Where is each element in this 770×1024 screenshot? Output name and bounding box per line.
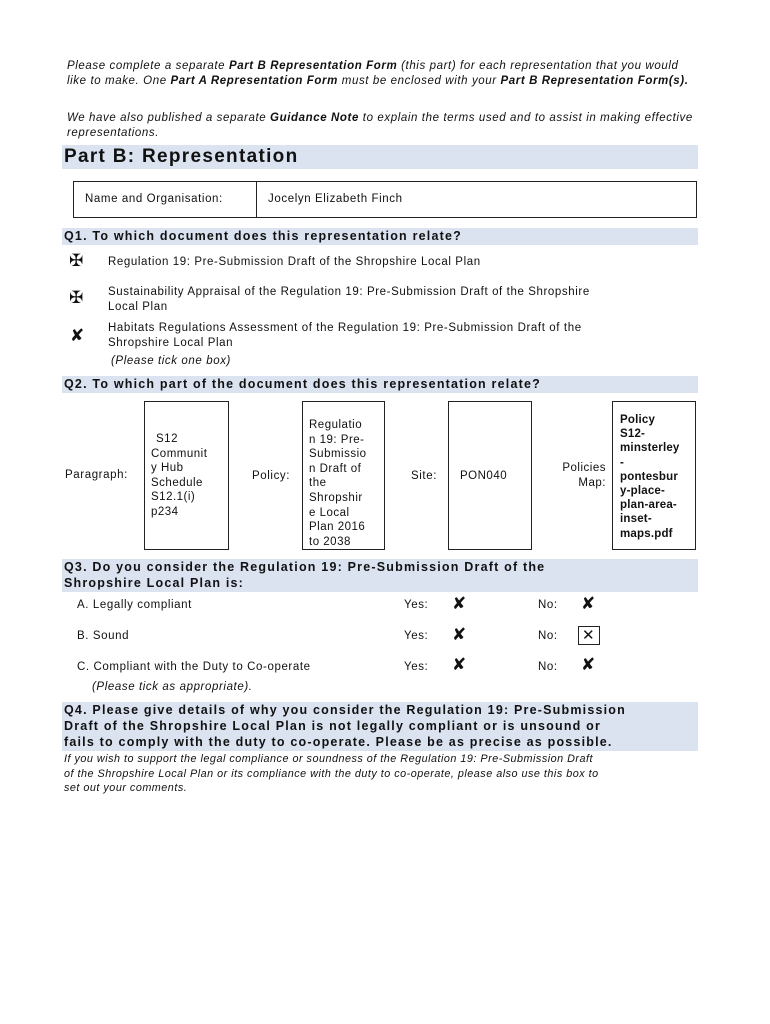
intro-bold: Part B Representation Form(s). (500, 75, 689, 87)
q1-option-1-checkbox[interactable]: ✠ (69, 251, 84, 271)
policy-value-line: n 19: Pre- (309, 433, 365, 446)
q4-note-line: set out your comments. (64, 782, 188, 794)
q3-row-a-yes-checkbox[interactable]: ✘ (452, 594, 467, 614)
q1-option-1-label: Regulation 19: Pre-Submission Draft of the Shropshire Local Plan (108, 256, 481, 268)
q3-row-b-yes-checkbox[interactable]: ✘ (452, 625, 467, 645)
paragraph-value-line: Schedule (151, 476, 203, 489)
q3-row-b-yes-label: Yes: (404, 630, 429, 642)
paragraph-label: Paragraph: (65, 469, 128, 481)
name-value[interactable]: Jocelyn Elizabeth Finch (268, 193, 403, 205)
intro-text: Please complete a separate (67, 60, 229, 72)
name-divider (256, 181, 257, 218)
q4-note-line: If you wish to support the legal compliance or soundness of the Regulation 19: Pre-Submission Draft (64, 753, 594, 765)
policies-map-value-line: y-place- (620, 485, 666, 498)
paragraph-value-line: Communit (151, 447, 208, 460)
q3-row-c-no-checkbox[interactable]: ✘ (581, 655, 596, 675)
q1-option-2-label-line2: Local Plan (108, 301, 168, 313)
policy-label: Policy: (252, 470, 291, 482)
intro-bold: Guidance Note (270, 112, 359, 124)
intro-bold: Part A Representation Form (170, 75, 338, 87)
policies-map-value-line: minsterley (620, 442, 680, 455)
intro-bold: Part B Representation Form (228, 60, 398, 72)
q4-note-line: of the Shropshire Local Plan or its compliance with the duty to co-operate, please also use this box to (64, 767, 599, 780)
q3-heading-line1: Q3. Do you consider the Regulation 19: Pre-Submission Draft of the (64, 560, 546, 574)
q1-option-2-checkbox[interactable]: ✠ (69, 288, 84, 308)
q4-heading-line2: Draft of the Shropshire Local Plan is not legally compliant or is unsound or (64, 719, 602, 733)
q4-heading-line1: Q4. Please give details of why you consider the Regulation 19: Pre-Submission (64, 703, 626, 717)
policies-map-label-line: Policies (562, 462, 606, 474)
intro-text: to explain the terms used and to assist in making effective representations. (67, 112, 693, 139)
q3-heading-line2: Shropshire Local Plan is: (64, 576, 245, 590)
q1-option-3-label-line1: Habitats Regulations Assessment of the Regulation 19: Pre-Submission Draft of the (108, 322, 582, 334)
policies-map-value-line: maps.pdf (620, 527, 673, 540)
q1-option-3-checkbox[interactable]: ✘ (70, 326, 85, 346)
q1-option-2-label-line1: Sustainability Appraisal of the Regulation 19: Pre-Submission Draft of the Shropshire (108, 286, 590, 298)
policy-value-line: the (309, 477, 327, 490)
policies-map-label-line: Map: (578, 476, 606, 489)
q3-row-c-label: C. Compliant with the Duty to Co-operate (77, 661, 311, 673)
paragraph-value-line: p234 (151, 505, 179, 518)
intro-text: must be enclosed with your (337, 75, 501, 87)
close-icon: ✕ (582, 626, 595, 644)
q2-heading: Q2. To which part of the document does this representation relate? (64, 377, 541, 391)
q3-row-b-no-checkbox[interactable] (578, 626, 600, 645)
intro-text: We have also published a separate (67, 112, 271, 124)
paragraph-value-line: S12.1(i) (151, 491, 196, 504)
policy-value-line: to 2038 (309, 535, 351, 548)
policies-map-value-line: S12- (620, 428, 646, 441)
site-label: Site: (411, 470, 438, 482)
paragraph-value-line: y Hub (151, 462, 184, 475)
policy-value-line: Plan 2016 (309, 521, 366, 534)
policy-value-line: Submissio (309, 448, 367, 461)
policies-map-value-line: Policy (620, 414, 656, 426)
q3-row-a-yes-label: Yes: (404, 599, 429, 611)
q4-heading-line3: fails to comply with the duty to co-operate. Please be as precise as possible. (64, 735, 613, 749)
q3-row-a-label: A. Legally compliant (77, 599, 192, 611)
policies-map-value-line: inset- (620, 513, 652, 526)
q3-row-c-no-label: No: (538, 661, 558, 673)
q3-row-c-yes-label: Yes: (404, 661, 429, 673)
q3-row-c-yes-checkbox[interactable]: ✘ (452, 655, 467, 675)
site-value: PON040 (460, 470, 508, 482)
policy-value-line: Shropshir (309, 491, 363, 504)
q1-heading: Q1. To which document does this representation relate? (64, 229, 462, 243)
policies-map-value (620, 413, 680, 541)
intro-paragraph-1 (67, 59, 697, 89)
q3-row-a-no-label: No: (538, 599, 558, 611)
part-title: Part B: Representation (64, 146, 299, 167)
policy-value-line: e Local (309, 506, 350, 519)
q3-row-b-label: B. Sound (77, 630, 130, 642)
q3-note: (Please tick as appropriate). (92, 681, 253, 693)
paragraph-value (151, 432, 207, 520)
policies-map-value-line: plan-area- (620, 499, 677, 512)
policy-value (309, 418, 367, 549)
intro-text: (this part) for each representation that you would like to make. One (67, 60, 679, 87)
q3-row-a-no-checkbox[interactable]: ✘ (581, 594, 596, 614)
q3-row-b-no-label: No: (538, 630, 558, 642)
q1-option-3-label-line2: Shropshire Local Plan (108, 337, 234, 349)
policies-map-value-line: pontesbur (620, 470, 679, 483)
q4-note (64, 752, 599, 796)
q1-note: (Please tick one box) (111, 355, 231, 367)
policy-value-line: n Draft of (309, 462, 362, 475)
policies-map-value-line: - (620, 456, 625, 469)
policy-value-line: Regulatio (309, 419, 363, 431)
name-label: Name and Organisation: (85, 193, 223, 205)
policies-map-label (556, 461, 606, 490)
paragraph-value-line: S12 (156, 433, 178, 445)
intro-paragraph-2 (67, 111, 697, 141)
